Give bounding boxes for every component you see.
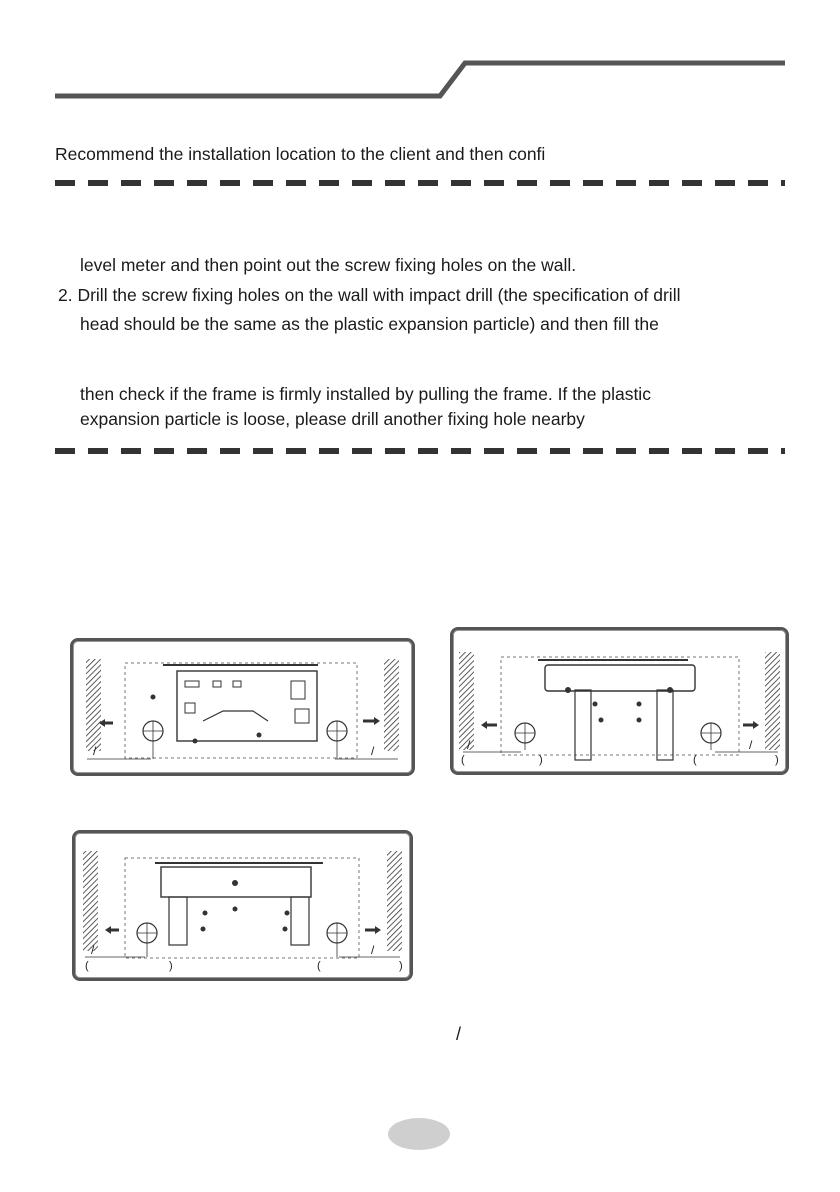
dimension-paren: ): [775, 754, 779, 766]
stray-slash-mark: /: [456, 1024, 462, 1044]
divider-top: [55, 180, 785, 186]
dimension-slash: /: [467, 738, 471, 752]
wall-left: [83, 851, 98, 951]
wall-left: [459, 652, 474, 750]
wall-right: [387, 851, 402, 951]
dimension-slash: /: [371, 744, 375, 758]
header-bar: [0, 0, 840, 110]
page-number-badge: [388, 1118, 450, 1150]
figure-mounting-frame-1: [70, 638, 415, 776]
wall-right: [765, 652, 780, 750]
step-text-line: then check if the frame is firmly installed by pulling the frame. If the plastic: [80, 384, 651, 404]
dimension-paren: ): [399, 960, 403, 972]
dimension-paren: (: [461, 754, 465, 766]
dimension-slash: /: [371, 943, 375, 957]
step-2-text: 2. Drill the screw fixing holes on the wall with impact drill (the specification of drill: [58, 285, 681, 305]
intro-text: Recommend the installation location to the client and then confi: [55, 144, 546, 164]
figure-mounting-frame-2: [450, 627, 789, 775]
dimension-slash: /: [93, 744, 97, 758]
wall-left: [86, 659, 101, 751]
frame-diagram: [453, 630, 786, 772]
dimension-slash: /: [749, 738, 753, 752]
dimension-paren: ): [539, 754, 543, 766]
dimension-paren: (: [85, 960, 89, 972]
frame-diagram: [73, 641, 412, 773]
wall-right: [384, 659, 399, 751]
divider-bottom: [55, 448, 785, 454]
step-2-text-cont: head should be the same as the plastic expansion particle) and then fill the: [80, 314, 659, 334]
step-text-line: expansion particle is loose, please drill another fixing hole nearby: [80, 409, 585, 429]
step-text-line: level meter and then point out the screw fixing holes on the wall.: [80, 255, 577, 275]
dimension-slash: /: [91, 943, 95, 957]
dimension-paren: ): [169, 960, 173, 972]
frame-diagram: [75, 833, 410, 978]
dimension-paren: (: [693, 754, 697, 766]
figure-mounting-frame-3: [72, 830, 413, 981]
dimension-paren: (: [317, 960, 321, 972]
